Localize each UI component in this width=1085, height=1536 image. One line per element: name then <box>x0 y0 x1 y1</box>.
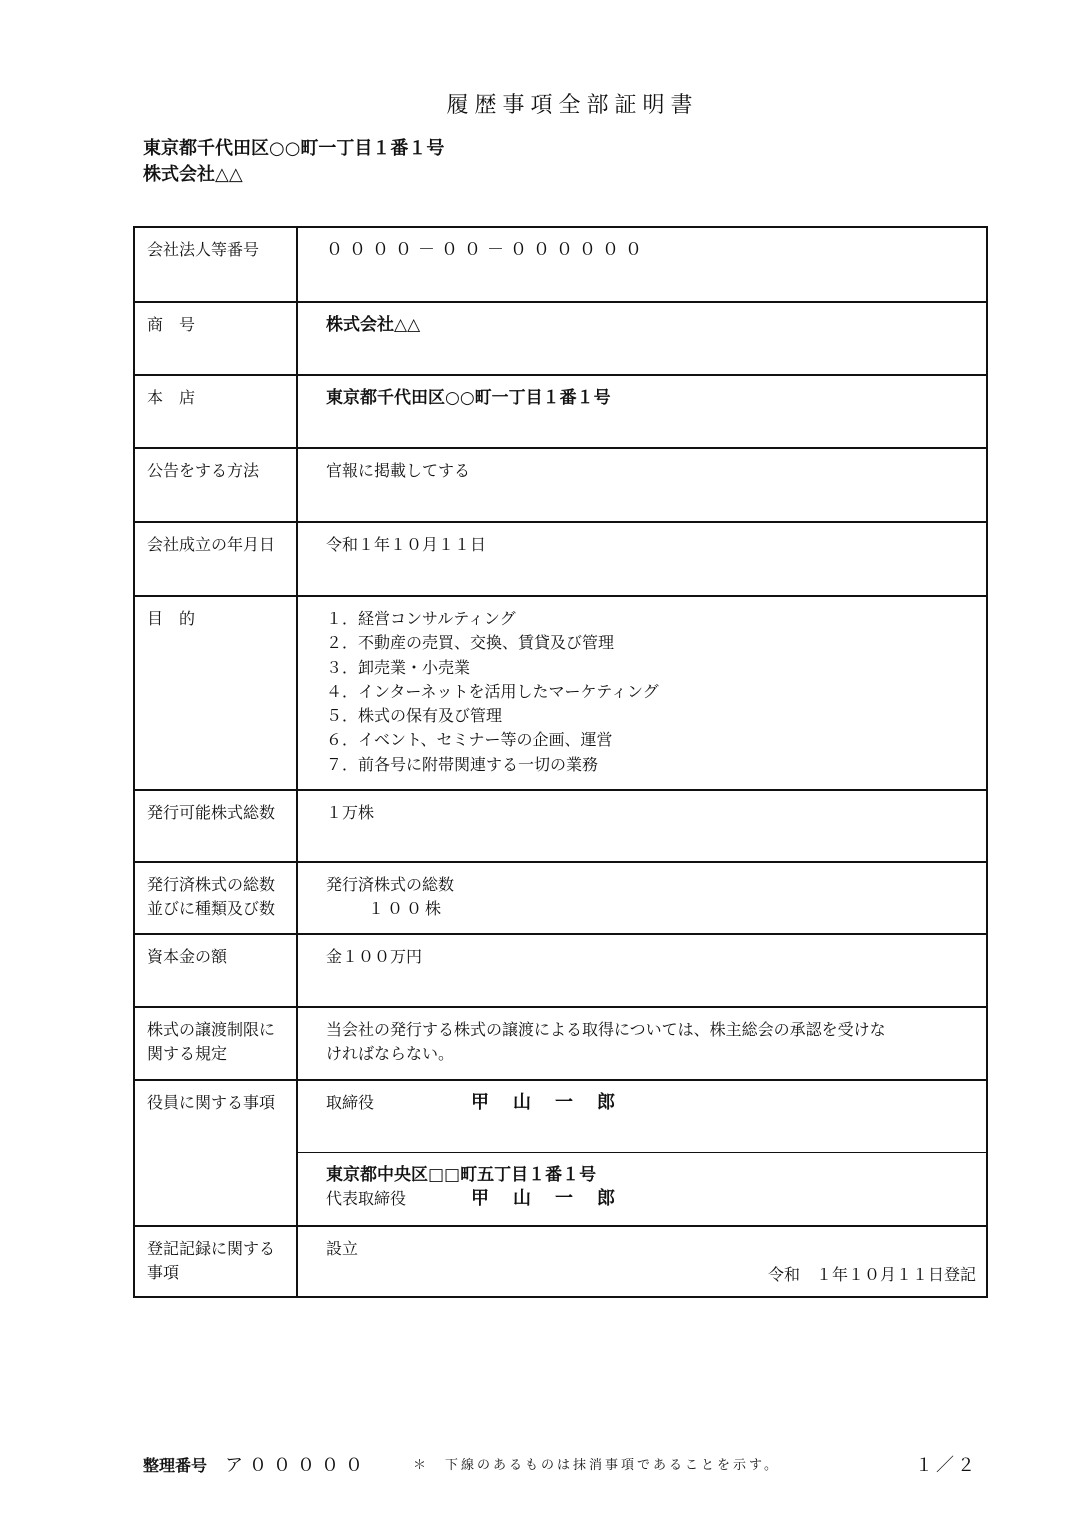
header-address: 東京都千代田区○○町一丁目１番１号 <box>143 138 445 159</box>
transfer-restriction-label <box>135 1008 298 1079</box>
officer-director <box>298 1081 986 1152</box>
row-capital <box>135 933 986 1006</box>
transfer-restriction-label-line: 関する規定 <box>147 1044 228 1063</box>
document-title: 履歴事項全部証明書 <box>446 93 699 118</box>
representative-title: 代表取締役 <box>326 1189 407 1208</box>
row-transfer-restriction <box>135 1006 986 1079</box>
purpose-item: ２．不動産の売買、交換、賃貸及び管理 <box>326 633 615 653</box>
public-notice-label: 公告をする方法 <box>135 449 298 521</box>
row-corp-number <box>135 228 986 301</box>
purpose-item: ７．前各号に附帯関連する一切の業務 <box>326 754 599 774</box>
registration-table <box>133 226 988 1298</box>
trade-name-value: 株式会社△△ <box>326 315 421 335</box>
registration-date: 令和 １年１０月１１日登記 <box>767 1265 976 1284</box>
issued-shares-label-line: 発行済株式の総数 <box>147 875 276 894</box>
public-notice-value: 官報に掲載してする <box>326 461 471 480</box>
capital-label: 資本金の額 <box>135 935 298 1006</box>
registration-value <box>298 1227 986 1287</box>
row-head-office <box>135 374 986 447</box>
row-authorized-shares <box>135 789 986 861</box>
row-trade-name <box>135 301 986 374</box>
purpose-item: ６．イベント、セミナー等の企画、運営 <box>326 730 613 750</box>
director-name: 甲山一郎 <box>471 1092 639 1113</box>
representative-address: 東京都中央区□□町五丁目１番１号 <box>326 1165 597 1185</box>
issued-shares-label-line: 並びに種類及び数 <box>147 899 276 918</box>
corp-number-label: 会社法人等番号 <box>135 228 298 301</box>
director-title: 取締役 <box>326 1093 375 1112</box>
page-number: １／２ <box>915 1455 978 1476</box>
row-public-notice <box>135 447 986 521</box>
representative-name: 甲山一郎 <box>471 1188 639 1209</box>
purpose-item: ４．インターネットを活用したマーケティング <box>326 681 659 701</box>
issued-shares-value <box>298 863 986 921</box>
transfer-restriction-label-line: 株式の譲渡制限に <box>147 1020 276 1039</box>
issued-shares-count: １００株 <box>368 899 445 918</box>
row-issued-shares <box>135 861 986 933</box>
header-block <box>143 136 444 188</box>
row-registration <box>135 1225 986 1296</box>
head-office-label: 本 店 <box>135 376 298 447</box>
registration-label <box>135 1227 298 1296</box>
footer-note: ＊ 下線のあるものは抹消事項であることを示す。 <box>413 1458 780 1473</box>
authorized-shares-label: 発行可能株式総数 <box>135 791 298 861</box>
purpose-item: ５．株式の保有及び管理 <box>326 706 503 726</box>
row-purpose <box>135 595 986 789</box>
authorized-shares-value: １万株 <box>326 803 375 822</box>
reference-number-label: 整理番号 <box>143 1456 208 1475</box>
row-established <box>135 521 986 595</box>
registration-label-line: 登記記録に関する <box>147 1239 276 1258</box>
reference-number-value: ア０００００ <box>225 1455 370 1476</box>
capital-value: 金１００万円 <box>326 947 423 966</box>
officer-representative <box>298 1152 986 1211</box>
header-company: 株式会社△△ <box>143 164 243 185</box>
purpose-list <box>326 607 986 777</box>
established-label: 会社成立の年月日 <box>135 523 298 595</box>
transfer-restriction-value-line: ければならない。 <box>326 1044 455 1063</box>
transfer-restriction-value-line: 当会社の発行する株式の譲渡による取得については、株主総会の承認を受けな <box>326 1020 886 1039</box>
row-officers <box>135 1079 986 1225</box>
purpose-item: １．経営コンサルティング <box>326 609 516 628</box>
issued-shares-label <box>135 863 298 933</box>
established-value: 令和１年１０月１１日 <box>326 535 487 554</box>
head-office-value: 東京都千代田区○○町一丁目１番１号 <box>326 388 611 408</box>
trade-name-label: 商 号 <box>135 303 298 374</box>
purpose-label: 目 的 <box>135 597 298 789</box>
officers-label: 役員に関する事項 <box>135 1081 298 1225</box>
purpose-item: ３．卸売業・小売業 <box>326 657 471 677</box>
registration-event: 設立 <box>326 1239 359 1258</box>
corp-number-value: ００００－００－００００００ <box>326 240 648 260</box>
issued-shares-value-line: 発行済株式の総数 <box>326 875 455 894</box>
transfer-restriction-value <box>298 1008 986 1066</box>
footer <box>143 1451 978 1477</box>
registration-label-line: 事項 <box>147 1263 180 1282</box>
